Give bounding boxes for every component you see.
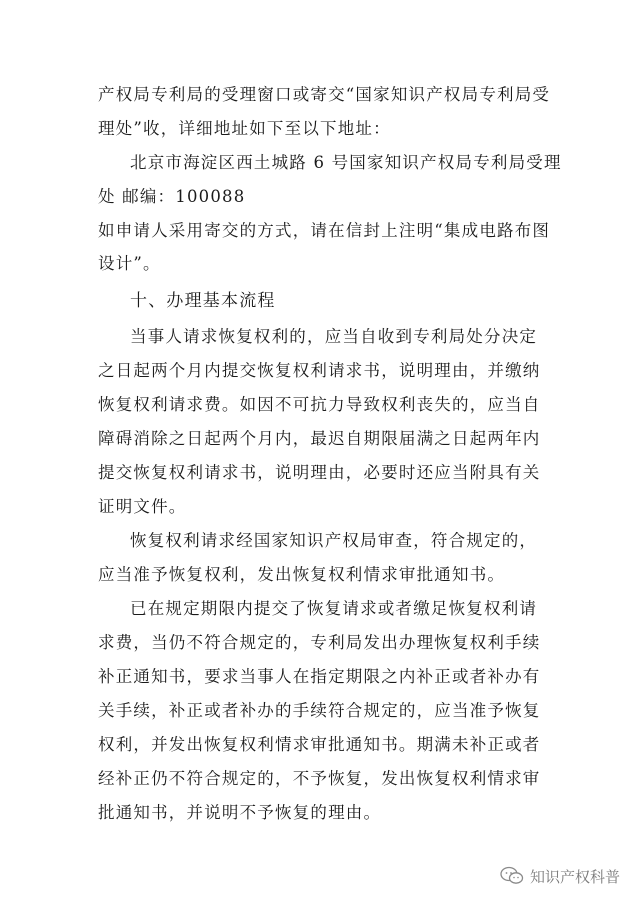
text-line: 批通知书，并说明不予恢复的理由。	[98, 803, 382, 822]
address-line: 北京市海淀区西土城路 6 号国家知识产权局专利局受理	[130, 153, 562, 172]
wechat-icon	[500, 866, 524, 886]
text-line: 如申请人采用寄交的方式，请在信封上注明“集成电路布图	[98, 221, 551, 240]
text-line: 之日起两个月内提交恢复权利请求书，说明理由，并缴纳	[98, 361, 541, 380]
text-line: 已在规定期限内提交了恢复请求或者缴足恢复权利请	[130, 599, 538, 618]
text-line: 恢复权利请求费。如因不可抗力导致权利丧失的，应当自	[98, 395, 541, 414]
text-line: 障碍消除之日起两个月内，最迟自期限届满之日起两年内	[98, 429, 541, 448]
text-line: 证明文件。	[98, 497, 187, 516]
text-line: 权利，并发出恢复权利情求审批通知书。期满未补正或者	[98, 735, 541, 754]
text-line: 产权局专利局的受理窗口或寄交“国家知识产权局专利局受	[98, 85, 551, 104]
text-line: 经补正仍不符合规定的，不予恢复，发出恢复权利情求审	[98, 769, 541, 788]
text-line: 应当准予恢复权利，发出恢复权利情求审批通知书。	[98, 565, 506, 584]
address-postcode-line: 处 邮编：100088	[98, 187, 246, 206]
watermark	[500, 864, 620, 888]
text-line: 设计”。	[98, 254, 161, 273]
text-line: 理处”收，详细地址如下至以下地址：	[98, 119, 391, 138]
text-line: 关手续，补正或者补办的手续符合规定的，应当准予恢复	[98, 701, 541, 720]
watermark-text: 知识产权科普	[530, 867, 621, 886]
text-line: 提交恢复权利请求书，说明理由，必要时还应当附具有关	[98, 463, 541, 482]
text-line: 求费，当仍不符合规定的，专利局发出办理恢复权利手续	[98, 633, 541, 652]
text-line: 当事人请求恢复权利的，应当自收到专利局处分决定	[130, 327, 538, 346]
section-heading: 十、办理基本流程	[130, 291, 276, 311]
text-line: 补正通知书，要求当事人在指定期限之内补正或者补办有	[98, 667, 541, 686]
text-line: 恢复权利请求经国家知识产权局审查，符合规定的，	[130, 531, 538, 550]
